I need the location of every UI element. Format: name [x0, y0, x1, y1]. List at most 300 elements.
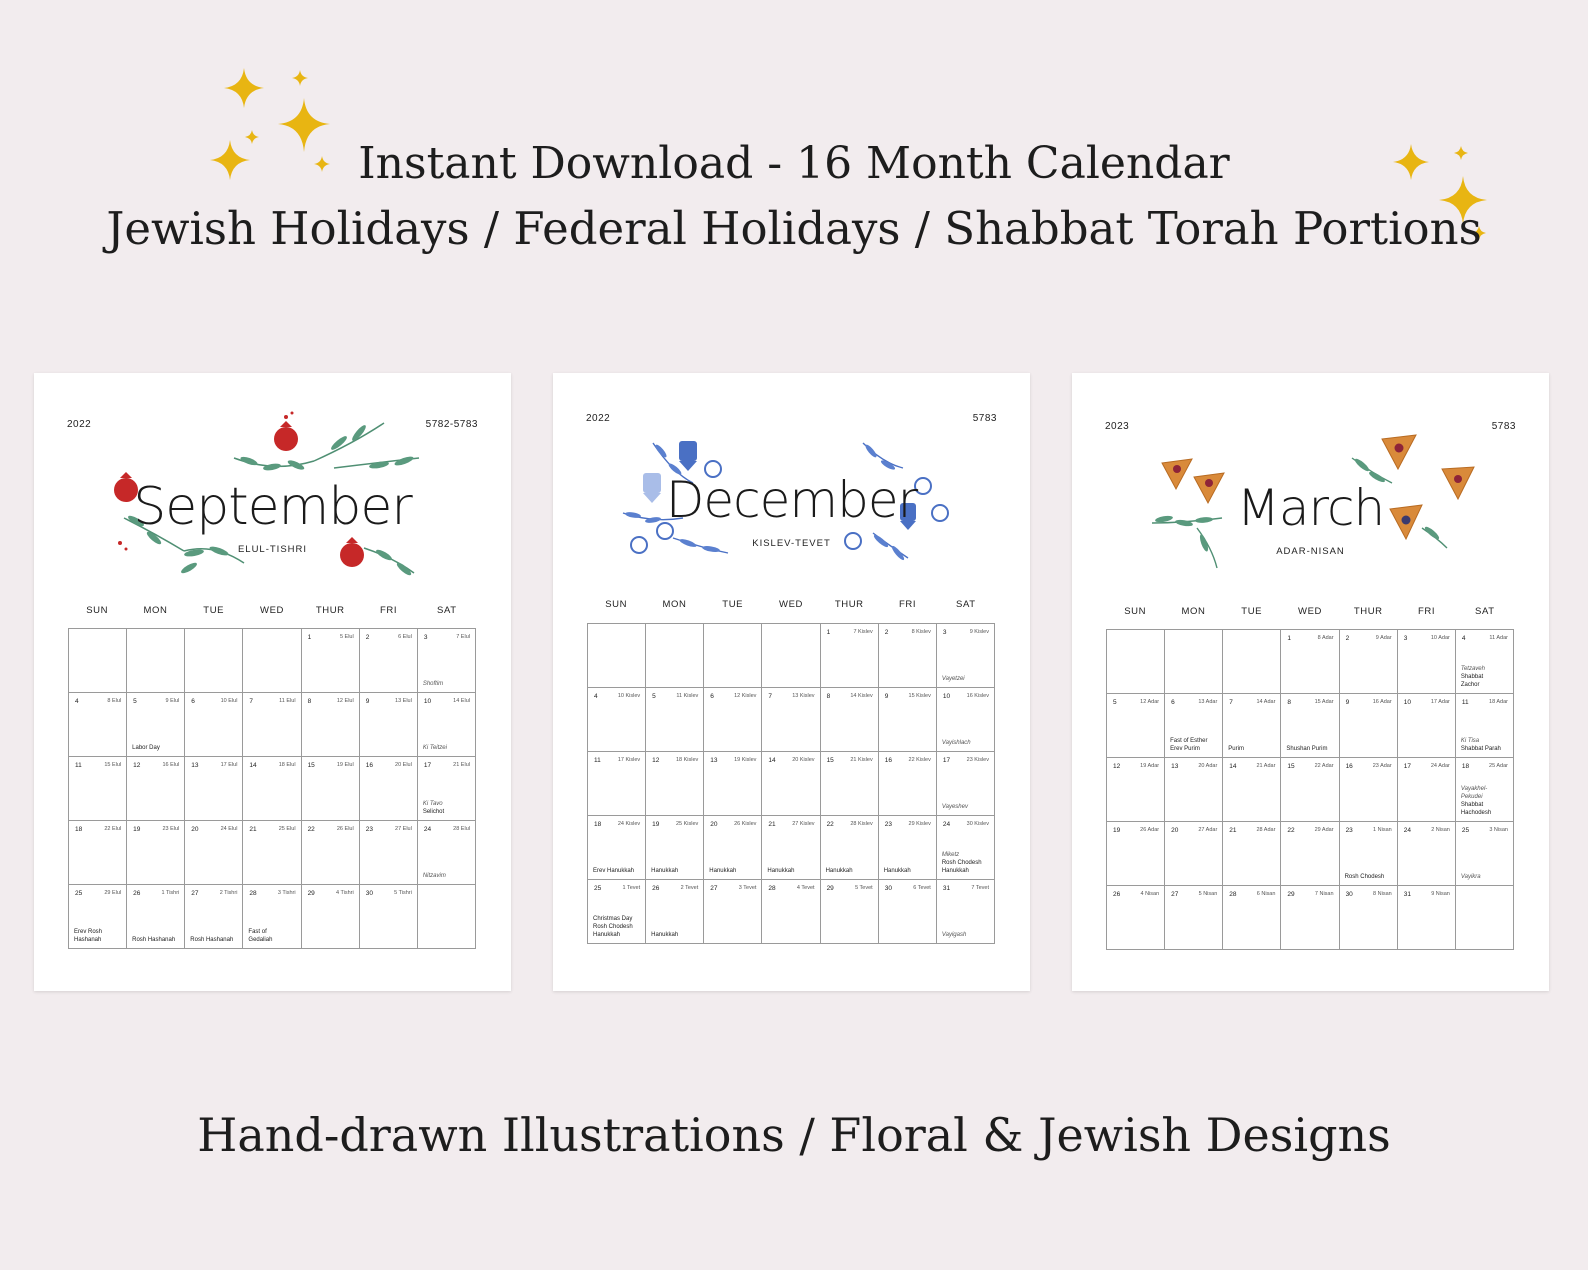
day-number: 19	[133, 826, 141, 833]
hebrew-date: 23 Kislev	[966, 757, 989, 763]
day-number: 1	[307, 634, 312, 641]
day-cell	[762, 816, 820, 880]
day-number: 29	[826, 885, 834, 892]
day-number: 18	[75, 826, 83, 833]
holiday-label: Labor Day	[132, 744, 160, 751]
torah-portion: Vayishlach	[941, 739, 971, 746]
torah-portion: Vayeshev	[941, 803, 968, 810]
day-cell	[937, 752, 995, 816]
day-notes	[423, 744, 472, 752]
day-number: 13	[710, 757, 718, 764]
day-notes	[767, 867, 816, 875]
hebrew-date: 20 Elul	[395, 762, 412, 768]
day-number: 20	[1171, 827, 1179, 834]
hebrew-date: 6 Tevet	[913, 885, 931, 891]
day-cell	[243, 693, 301, 757]
day-notes	[593, 915, 642, 939]
day-cell	[69, 757, 127, 821]
calendar-grid	[1106, 629, 1514, 950]
day-cell	[302, 757, 360, 821]
hebrew-date: 4 Tishri	[335, 890, 354, 896]
hebrew-date: 5 Elul	[339, 634, 354, 640]
day-notes	[1461, 873, 1510, 881]
hebrew-date: 17 Adar	[1430, 699, 1450, 705]
day-cell	[360, 693, 418, 757]
day-cell	[127, 885, 185, 949]
day-number: 11	[75, 762, 82, 769]
day-notes	[423, 800, 472, 816]
calendar-grid	[587, 623, 995, 944]
empty-cell	[762, 624, 820, 688]
torah-portion: Vayetzei	[941, 675, 965, 682]
weekday-header	[68, 605, 476, 616]
day-cell	[937, 688, 995, 752]
day-number: 2	[884, 629, 889, 636]
day-cell	[762, 752, 820, 816]
holiday-label: Fast of Esther	[1170, 737, 1208, 744]
day-number: 24	[1403, 827, 1411, 834]
hebrew-date: 5 Tevet	[855, 885, 873, 891]
day-number: 9	[884, 693, 889, 700]
day-number: 3	[423, 634, 428, 641]
hebrew-date: 12 Adar	[1140, 699, 1160, 705]
day-number: 29	[1287, 891, 1295, 898]
day-cell	[185, 693, 243, 757]
hebrew-date: 9 Elul	[165, 698, 180, 704]
hebrew-date: 11 Kislev	[676, 693, 699, 699]
hebrew-date: 8 Nisan	[1373, 891, 1392, 897]
day-number: 9	[365, 698, 370, 705]
hebrew-date: 15 Elul	[104, 762, 122, 768]
day-notes	[709, 867, 758, 875]
hebrew-date: 14 Kislev	[850, 693, 873, 699]
day-cell	[1456, 694, 1514, 758]
day-notes	[423, 680, 472, 688]
day-number: 7	[249, 698, 254, 705]
weekday-label: WED	[260, 605, 284, 616]
day-number: 2	[365, 634, 370, 641]
holiday-label: Gedaliah	[248, 936, 273, 943]
hebrew-date: 28 Adar	[1256, 827, 1276, 833]
hebrew-date: 27 Kislev	[792, 821, 815, 827]
hebrew-date: 19 Kislev	[734, 757, 757, 763]
day-number: 27	[1171, 891, 1179, 898]
empty-cell	[704, 624, 762, 688]
day-number: 16	[365, 762, 373, 769]
calendar-card-december	[553, 373, 1030, 991]
day-notes	[248, 928, 297, 944]
day-cell	[646, 688, 704, 752]
day-notes	[942, 675, 991, 683]
hebrew-date: 1 Nisan	[1373, 827, 1392, 833]
day-cell	[879, 688, 937, 752]
torah-portion: Tetzaveh	[1460, 665, 1485, 672]
holiday-label: Shushan Purim	[1286, 745, 1328, 752]
weekday-label: SAT	[437, 605, 457, 616]
hebrew-date: 28 Kislev	[850, 821, 873, 827]
hebrew-date: 16 Kislev	[966, 693, 989, 699]
day-cell	[1281, 758, 1339, 822]
weekday-label: MON	[143, 605, 168, 616]
day-notes	[1228, 745, 1277, 753]
day-cell	[762, 688, 820, 752]
day-cell	[588, 816, 646, 880]
day-number: 28	[768, 885, 776, 892]
day-cell	[243, 885, 301, 949]
day-cell	[302, 885, 360, 949]
day-cell	[418, 629, 476, 693]
weekday-label: WED	[1298, 606, 1322, 617]
day-cell	[1340, 630, 1398, 694]
hebrew-months: ELUL-TISHRI	[237, 544, 308, 555]
hebrew-year: 5783	[972, 413, 997, 424]
holiday-label: Hanukkah	[767, 867, 795, 874]
hebrew-date: 4 Tevet	[796, 885, 815, 891]
day-cell	[1456, 630, 1514, 694]
hebrew-date: 25 Adar	[1489, 763, 1508, 769]
hebrew-date: 20 Adar	[1198, 763, 1218, 769]
hebrew-date: 4 Nisan	[1140, 891, 1160, 897]
day-cell	[588, 688, 646, 752]
day-notes	[1170, 737, 1219, 753]
holiday-label: Erev Rosh	[74, 928, 103, 935]
day-number: 6	[191, 698, 195, 705]
hebrew-date: 27 Adar	[1198, 827, 1218, 833]
day-notes	[1461, 665, 1510, 689]
day-number: 2	[1345, 635, 1350, 642]
empty-cell	[69, 629, 127, 693]
day-cell	[879, 880, 937, 944]
hebrew-date: 10 Elul	[220, 698, 238, 704]
empty-cell	[1107, 630, 1165, 694]
day-notes	[942, 803, 991, 811]
day-number: 25	[1461, 827, 1470, 834]
day-cell	[821, 752, 879, 816]
hebrew-date: 22 Elul	[104, 826, 122, 832]
hebrew-date: 24 Kislev	[617, 821, 641, 827]
empty-cell	[127, 629, 185, 693]
footer-tagline: Hand-drawn Illustrations / Floral & Jewish Designs	[197, 1108, 1391, 1162]
hebrew-months: ADAR-NISAN	[1276, 546, 1345, 557]
day-number: 4	[1461, 635, 1466, 642]
hebrew-date: 29 Kislev	[908, 821, 931, 827]
hebrew-date: 6 Elul	[398, 634, 412, 640]
day-number: 13	[191, 762, 199, 769]
day-cell	[821, 880, 879, 944]
hebrew-date: 29 Elul	[104, 890, 122, 896]
weekday-label: TUE	[1241, 606, 1263, 617]
day-cell	[243, 757, 301, 821]
day-number: 18	[1461, 763, 1470, 770]
day-notes	[593, 867, 642, 875]
hebrew-year: 5782-5783	[425, 419, 478, 430]
holiday-label: Rosh Chodesh	[1344, 873, 1385, 880]
day-notes	[1461, 785, 1510, 817]
hebrew-date: 27 Elul	[395, 826, 412, 832]
weekday-label: MON	[1181, 606, 1206, 617]
day-cell	[1165, 694, 1223, 758]
day-number: 5	[1113, 699, 1117, 706]
day-number: 8	[307, 698, 312, 705]
hebrew-date: 25 Kislev	[675, 821, 699, 827]
hebrew-date: 24 Adar	[1430, 763, 1450, 769]
hebrew-date: 25 Elul	[278, 826, 296, 832]
day-number: 5	[652, 693, 656, 700]
day-number: 22	[307, 826, 315, 833]
hebrew-date: 15 Adar	[1314, 699, 1334, 705]
day-number: 1	[826, 629, 831, 636]
calendar-year: 2022	[586, 413, 611, 424]
day-cell	[821, 688, 879, 752]
hebrew-date: 17 Elul	[220, 762, 238, 768]
hebrew-date: 29 Adar	[1314, 827, 1334, 833]
hebrew-date: 19 Elul	[336, 762, 354, 768]
day-number: 10	[1403, 699, 1411, 706]
hebrew-date: 12 Kislev	[734, 693, 757, 699]
weekday-label: SUN	[605, 599, 628, 610]
torah-portion: Ki Tisa	[1460, 737, 1480, 744]
empty-cell	[418, 885, 476, 949]
holiday-label: Hanukkah	[941, 867, 969, 874]
hebrew-date: 18 Elul	[278, 762, 296, 768]
torah-portion: Miketz	[941, 851, 960, 858]
hebrew-date: 8 Adar	[1317, 635, 1334, 641]
day-cell	[1107, 822, 1165, 886]
hebrew-date: 10 Kislev	[617, 693, 641, 699]
day-cell	[879, 752, 937, 816]
day-notes	[190, 936, 239, 944]
hebrew-date: 6 Nisan	[1256, 891, 1276, 897]
day-cell	[937, 880, 995, 944]
hebrew-date: 5 Nisan	[1198, 891, 1218, 897]
holiday-label: Hachodesh	[1460, 809, 1492, 816]
day-number: 9	[1345, 699, 1350, 706]
day-cell	[1340, 822, 1398, 886]
day-number: 16	[1345, 763, 1353, 770]
hebrew-date: 18 Kislev	[675, 757, 699, 763]
month-name: December	[665, 471, 918, 529]
day-number: 7	[1229, 699, 1233, 706]
day-number: 27	[710, 885, 718, 892]
day-cell	[127, 821, 185, 885]
weekday-label: FRI	[898, 599, 917, 610]
day-cell	[1165, 822, 1223, 886]
day-number: 17	[942, 757, 951, 764]
day-number: 23	[1345, 827, 1353, 834]
day-number: 30	[1345, 891, 1353, 898]
empty-cell	[588, 624, 646, 688]
day-number: 14	[249, 762, 257, 769]
day-cell	[821, 816, 879, 880]
hebrew-date: 7 Elul	[456, 634, 470, 640]
day-number: 29	[307, 890, 315, 897]
day-number: 1	[1287, 635, 1292, 642]
day-notes	[826, 867, 875, 875]
day-cell	[360, 821, 418, 885]
hebrew-months: KISLEV-TEVET	[752, 538, 831, 549]
weekday-label: TUE	[722, 599, 744, 610]
hebrew-date: 26 Adar	[1140, 827, 1160, 833]
hebrew-date: 8 Kislev	[911, 629, 931, 635]
torah-portion: Pekudei	[1460, 793, 1483, 800]
day-notes	[1286, 745, 1335, 753]
hebrew-date: 16 Adar	[1372, 699, 1392, 705]
holiday-label: Hashanah	[74, 936, 102, 943]
hebrew-date: 26 Elul	[336, 826, 354, 832]
torah-portion: Vayigash	[941, 931, 967, 938]
hebrew-date: 23 Adar	[1372, 763, 1392, 769]
month-name: March	[1236, 479, 1385, 537]
hebrew-date: 7 Tevet	[971, 885, 989, 891]
weekday-label: SAT	[1475, 606, 1495, 617]
hebrew-date: 30 Kislev	[966, 821, 989, 827]
day-notes	[884, 867, 933, 875]
weekday-label: SAT	[956, 599, 976, 610]
day-number: 12	[652, 757, 660, 764]
calendar-card-march	[1072, 373, 1549, 991]
day-number: 12	[133, 762, 141, 769]
day-cell	[646, 816, 704, 880]
day-cell	[588, 752, 646, 816]
day-notes	[132, 936, 181, 944]
day-notes	[132, 744, 181, 752]
day-cell	[1340, 758, 1398, 822]
day-number: 17	[1403, 763, 1411, 770]
holiday-label: Fast of	[248, 928, 267, 935]
day-number: 12	[1113, 763, 1121, 770]
day-cell	[1340, 886, 1398, 950]
day-number: 26	[1113, 891, 1121, 898]
hebrew-date: 17 Kislev	[617, 757, 641, 763]
day-cell	[1456, 822, 1514, 886]
hebrew-date: 1 Tevet	[622, 885, 641, 891]
day-cell	[937, 624, 995, 688]
day-number: 6	[1171, 699, 1175, 706]
day-cell	[69, 821, 127, 885]
weekday-label: THUR	[315, 605, 345, 616]
day-number: 20	[191, 826, 199, 833]
day-cell	[1398, 694, 1456, 758]
hebrew-date: 8 Elul	[107, 698, 122, 704]
day-cell	[1223, 758, 1281, 822]
torah-portion: Shoftim	[422, 680, 444, 687]
day-cell	[1223, 886, 1281, 950]
holiday-label: Hanukkah	[593, 931, 621, 938]
day-number: 16	[884, 757, 892, 764]
day-number: 20	[710, 821, 718, 828]
day-number: 19	[1113, 827, 1121, 834]
hebrew-date: 11 Elul	[279, 698, 296, 704]
hebrew-date: 3 Tishri	[277, 890, 296, 896]
hebrew-date: 5 Tishri	[394, 890, 412, 896]
weekday-header	[1106, 606, 1514, 617]
day-cell	[937, 816, 995, 880]
hebrew-date: 2 Tevet	[680, 885, 699, 891]
day-cell	[1398, 758, 1456, 822]
day-cell	[879, 624, 937, 688]
day-notes	[423, 872, 472, 880]
day-cell	[1340, 694, 1398, 758]
day-cell	[185, 885, 243, 949]
hebrew-date: 28 Elul	[453, 826, 470, 832]
day-number: 28	[1229, 891, 1237, 898]
day-number: 4	[594, 693, 598, 700]
day-number: 3	[1403, 635, 1408, 642]
day-number: 7	[768, 693, 773, 700]
hebrew-date: 3 Tevet	[738, 885, 757, 891]
empty-cell	[1456, 886, 1514, 950]
headline-title: Instant Download - 16 Month Calendar	[358, 138, 1230, 189]
day-number: 22	[826, 821, 834, 828]
torah-portion: Ki Teitzei	[422, 744, 447, 751]
hebrew-date: 9 Adar	[1375, 635, 1392, 641]
day-number: 26	[652, 885, 660, 892]
month-name: September	[133, 477, 412, 537]
hebrew-date: 13 Elul	[395, 698, 412, 704]
torah-portion: Nitzavim	[422, 872, 446, 879]
holiday-label: Hanukkah	[825, 867, 853, 874]
day-cell	[185, 821, 243, 885]
day-cell	[704, 816, 762, 880]
weekday-label: THUR	[1353, 606, 1383, 617]
holiday-label: Erev Hanukkah	[593, 867, 635, 874]
day-notes	[942, 851, 991, 875]
day-notes	[74, 928, 123, 944]
hebrew-date: 18 Adar	[1489, 699, 1508, 705]
holiday-label: Christmas Day	[593, 915, 633, 922]
day-number: 21	[1229, 827, 1237, 834]
hebrew-date: 24 Elul	[220, 826, 238, 832]
day-cell	[1165, 886, 1223, 950]
holiday-label: Shabbat	[1460, 673, 1484, 680]
day-number: 25	[75, 890, 83, 897]
day-number: 21	[249, 826, 257, 833]
day-cell	[1456, 758, 1514, 822]
day-number: 24	[423, 826, 432, 833]
day-cell	[1223, 822, 1281, 886]
calendar-grid	[68, 628, 476, 949]
hebrew-date: 9 Nisan	[1431, 891, 1450, 897]
calendar-year: 2022	[67, 419, 92, 430]
day-number: 15	[1287, 763, 1295, 770]
holiday-label: Shabbat	[1460, 801, 1484, 808]
weekday-label: THUR	[834, 599, 864, 610]
holiday-label: Hanukkah	[883, 867, 911, 874]
hebrew-date: 21 Kislev	[850, 757, 873, 763]
day-number: 15	[307, 762, 315, 769]
empty-cell	[1223, 630, 1281, 694]
day-cell	[646, 752, 704, 816]
weekday-label: SUN	[1124, 606, 1147, 617]
torah-portion: Vayakhel-	[1460, 785, 1488, 792]
calendar-year: 2023	[1105, 421, 1130, 432]
day-number: 19	[652, 821, 660, 828]
day-number: 22	[1287, 827, 1295, 834]
day-notes	[651, 931, 700, 939]
holiday-label: Erev Purim	[1170, 745, 1200, 752]
headline-subtitle: Jewish Holidays / Federal Holidays / Shabbat Torah Portions	[106, 202, 1482, 255]
day-number: 8	[826, 693, 831, 700]
empty-cell	[185, 629, 243, 693]
day-cell	[360, 885, 418, 949]
day-cell	[821, 624, 879, 688]
weekday-label: FRI	[1417, 606, 1436, 617]
day-cell	[127, 757, 185, 821]
day-number: 27	[191, 890, 199, 897]
day-number: 30	[884, 885, 892, 892]
day-number: 13	[1171, 763, 1179, 770]
day-cell	[1107, 758, 1165, 822]
